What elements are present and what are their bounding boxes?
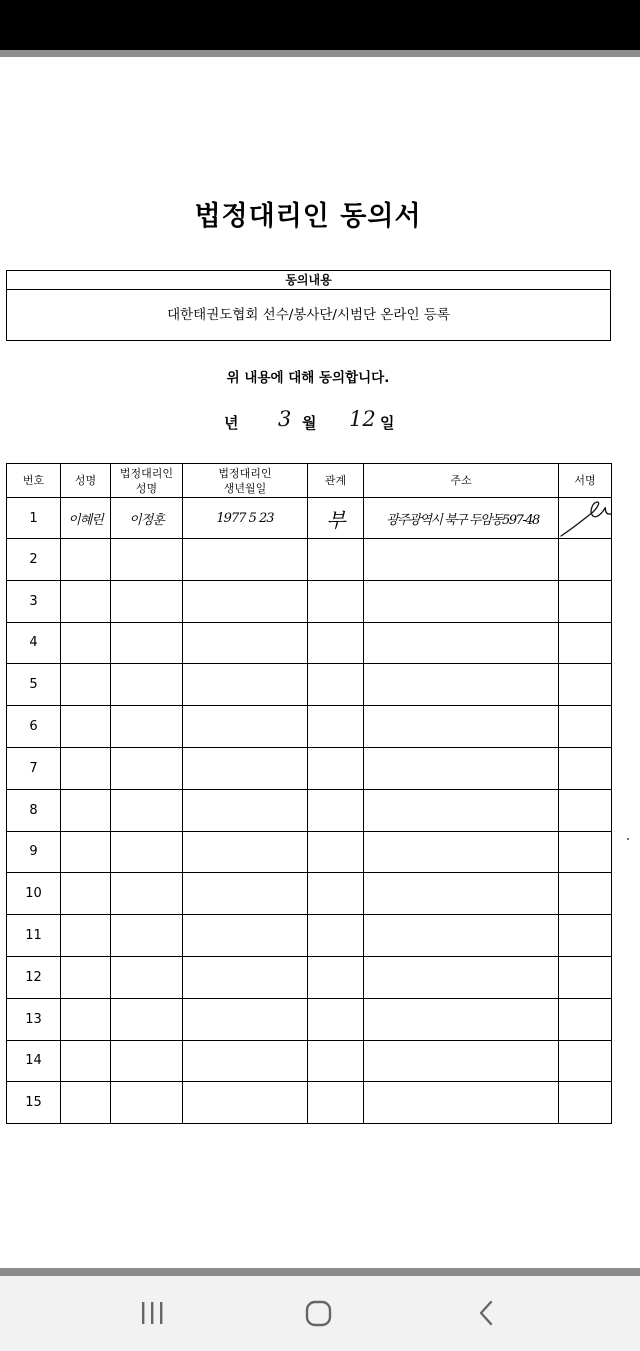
table-row: [7, 706, 612, 748]
month-label: 월: [302, 414, 317, 432]
row-name: [61, 539, 111, 581]
nav-bar-divider: [0, 1268, 640, 1276]
scan-speck: [627, 838, 629, 840]
row-name: [61, 580, 111, 622]
row-no: 10: [7, 873, 61, 915]
row-signature: [559, 539, 612, 581]
table-row: [7, 539, 612, 581]
table-row: [7, 915, 612, 957]
row-no: 13: [7, 998, 61, 1040]
row-guardian-birth: [183, 747, 308, 789]
row-guardian-name: [111, 539, 183, 581]
row-guardian-name: [111, 1082, 183, 1124]
row-no: 15: [7, 1082, 61, 1124]
header-guardian-birth-line2: 생년월일: [223, 481, 267, 495]
row-guardian-name: [111, 747, 183, 789]
row-signature: [559, 706, 612, 748]
row-signature: [559, 1082, 612, 1124]
row-signature: [559, 1040, 612, 1082]
consent-body: 대한태권도협회 선수/봉사단/시범단 온라인 등록: [167, 307, 450, 323]
table-row: [7, 498, 612, 539]
row-address: [364, 539, 559, 581]
row-relation: [308, 539, 364, 581]
day-label: 일: [380, 414, 395, 432]
header-guardian-birth-line1: 법정대리인: [218, 466, 272, 480]
status-bar-divider: [0, 50, 640, 57]
row-address: [364, 998, 559, 1040]
back-button[interactable]: [460, 1290, 510, 1336]
row-guardian-name: [111, 664, 183, 706]
row-name: [61, 664, 111, 706]
row-no: 7: [7, 747, 61, 789]
row-address: [364, 664, 559, 706]
row-no: 3: [7, 580, 61, 622]
row-address: [364, 956, 559, 998]
table-row: [7, 956, 612, 998]
row-address: [364, 915, 559, 957]
row-guardian-name: [111, 622, 183, 664]
row-no: 4: [7, 622, 61, 664]
row-no: 11: [7, 915, 61, 957]
table-row: [7, 831, 612, 873]
row-guardian-birth: [183, 915, 308, 957]
row-no: 9: [7, 831, 61, 873]
row-signature: [559, 498, 612, 539]
row-guardian-name: [111, 789, 183, 831]
row-relation: [308, 998, 364, 1040]
table-row: [7, 789, 612, 831]
table-row: [7, 998, 612, 1040]
status-bar: [0, 0, 640, 50]
row-no: 8: [7, 789, 61, 831]
row-signature: [559, 580, 612, 622]
row-name: [61, 1040, 111, 1082]
table-row: [7, 747, 612, 789]
row-relation: [308, 580, 364, 622]
header-guardian-name-line1: 법정대리인: [119, 466, 174, 480]
header-address: 주소: [364, 464, 559, 498]
row-relation: [308, 831, 364, 873]
row-relation: [308, 706, 364, 748]
row-relation: [308, 873, 364, 915]
row-no: 1: [7, 498, 61, 539]
recent-apps-button[interactable]: [127, 1290, 177, 1336]
row-guardian-name: [111, 873, 183, 915]
row-guardian-name: [111, 580, 183, 622]
row-signature: [559, 789, 612, 831]
row-no: 12: [7, 956, 61, 998]
row-relation: 부: [308, 498, 364, 539]
row-guardian-birth: [183, 956, 308, 998]
row-signature: [559, 956, 612, 998]
row-address: [364, 580, 559, 622]
row-relation: [308, 622, 364, 664]
agree-statement: 위 내용에 대해 동의합니다.: [226, 370, 390, 386]
consent-header: 동의내용: [7, 271, 610, 290]
row-relation: [308, 664, 364, 706]
row-guardian-birth: [183, 873, 308, 915]
row-guardian-birth: [183, 539, 308, 581]
header-signature: 서명: [559, 464, 612, 498]
row-guardian-birth: [183, 580, 308, 622]
table-header-row: [7, 464, 612, 498]
row-name: [61, 956, 111, 998]
table-row: [7, 873, 612, 915]
header-relation: 관계: [308, 464, 364, 498]
row-guardian-birth: 1977 5 23: [183, 498, 308, 539]
header-no: 번호: [7, 464, 61, 498]
row-address: [364, 831, 559, 873]
back-icon: [460, 1290, 510, 1336]
row-name: [61, 706, 111, 748]
row-signature: [559, 664, 612, 706]
row-relation: [308, 956, 364, 998]
table-row: [7, 580, 612, 622]
row-name: [61, 915, 111, 957]
row-guardian-birth: [183, 664, 308, 706]
table-row: [7, 1040, 612, 1082]
header-guardian-name-line2: 성명: [135, 481, 158, 495]
row-signature: [559, 873, 612, 915]
consent-box: [6, 270, 611, 341]
row-address: [364, 747, 559, 789]
row-no: 14: [7, 1040, 61, 1082]
row-signature: [559, 915, 612, 957]
row-relation: [308, 789, 364, 831]
row-guardian-birth: [183, 706, 308, 748]
row-address: [364, 622, 559, 664]
row-name: [61, 873, 111, 915]
header-guardian-birth: [183, 464, 308, 498]
row-guardian-name: [111, 915, 183, 957]
row-guardian-name: [111, 831, 183, 873]
row-signature: [559, 831, 612, 873]
row-relation: [308, 1082, 364, 1124]
row-no: 5: [7, 664, 61, 706]
row-guardian-birth: [183, 789, 308, 831]
row-relation: [308, 1040, 364, 1082]
row-guardian-birth: [183, 831, 308, 873]
row-relation: [308, 747, 364, 789]
row-no: 6: [7, 706, 61, 748]
day-value: 12: [349, 407, 376, 431]
row-guardian-name: [111, 1040, 183, 1082]
header-guardian-name: [111, 464, 183, 498]
row-address: [364, 706, 559, 748]
month-value: 3: [278, 407, 292, 431]
row-name: [61, 1082, 111, 1124]
home-button[interactable]: [293, 1290, 343, 1336]
row-name: [61, 622, 111, 664]
recent-apps-icon: [127, 1290, 177, 1336]
row-guardian-name: 이정훈: [111, 498, 183, 539]
row-name: [61, 998, 111, 1040]
table-row: [7, 664, 612, 706]
row-guardian-birth: [183, 1082, 308, 1124]
row-address: [364, 1040, 559, 1082]
row-signature: [559, 998, 612, 1040]
header-name: 성명: [61, 464, 111, 498]
row-guardian-birth: [183, 1040, 308, 1082]
home-icon: [293, 1290, 343, 1336]
row-name: [61, 747, 111, 789]
row-guardian-name: [111, 706, 183, 748]
row-relation: [308, 915, 364, 957]
row-address: 광주광역시 북구 두암동597-48: [364, 498, 559, 539]
date-line: [0, 405, 640, 439]
row-address: [364, 1082, 559, 1124]
table-row: [7, 1082, 612, 1124]
row-name: 이혜린: [61, 498, 111, 539]
row-signature: [559, 747, 612, 789]
row-address: [364, 789, 559, 831]
row-guardian-name: [111, 956, 183, 998]
guardian-table: [6, 463, 612, 1124]
table-row: [7, 622, 612, 664]
row-name: [61, 789, 111, 831]
row-name: [61, 831, 111, 873]
row-guardian-name: [111, 998, 183, 1040]
row-no: 2: [7, 539, 61, 581]
year-label: 년: [224, 414, 239, 432]
row-guardian-birth: [183, 622, 308, 664]
row-guardian-birth: [183, 998, 308, 1040]
handwritten-signature-icon: [559, 498, 612, 538]
navigation-bar: [0, 1276, 640, 1351]
row-signature: [559, 622, 612, 664]
document-title: 법정대리인 동의서: [194, 201, 422, 232]
row-address: [364, 873, 559, 915]
